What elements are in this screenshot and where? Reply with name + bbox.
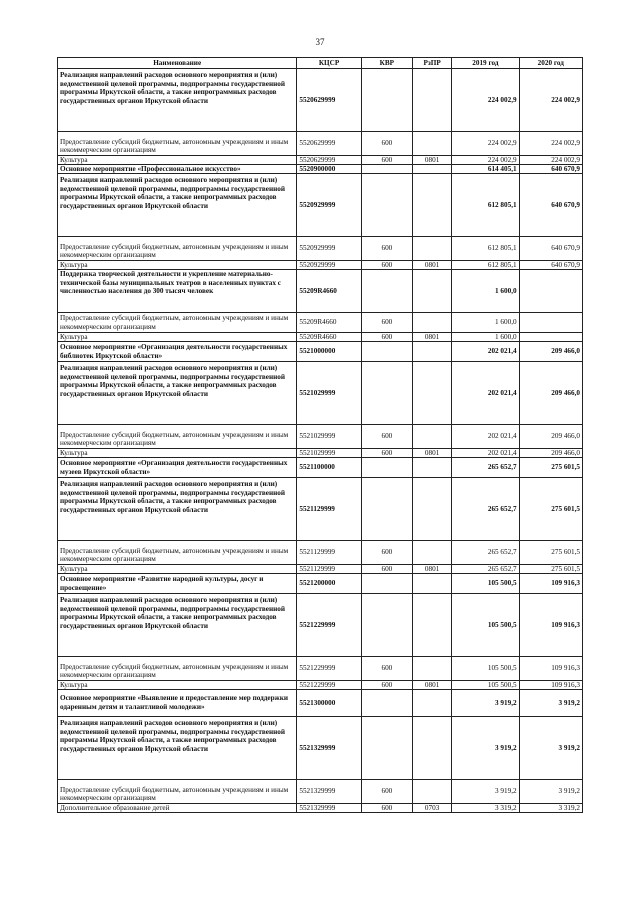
row-rzpr (413, 270, 452, 313)
row-kcsr: 5521000000 (297, 342, 361, 362)
row-kcsr: 55209R4660 (297, 313, 361, 333)
row-name: Реализация направлений расходов основного мероприятия и (или) ведомственной целевой программы, подпрограммы государственной программы Иркутской области, а также непрограммных расходов государственных органов Иркутской области (58, 69, 297, 132)
row-kcsr: 55209R4660 (297, 270, 361, 313)
row-name: Предоставление субсидий бюджетным, автономным учреждениям и иным некоммерческим организациям (58, 780, 297, 804)
table-row (58, 681, 583, 690)
table-row (58, 132, 583, 156)
row-rzpr (413, 425, 452, 449)
row-rzpr: 0801 (413, 333, 452, 342)
row-name: Культура (58, 449, 297, 458)
row-2020 (519, 313, 582, 333)
row-rzpr (413, 313, 452, 333)
row-2019: 105 500,5 (452, 681, 519, 690)
row-2020: 3 319,2 (519, 804, 582, 813)
row-2019: 265 652,7 (452, 458, 519, 478)
table-row (58, 237, 583, 261)
row-rzpr: 0801 (413, 565, 452, 574)
row-kvr: 600 (361, 780, 412, 804)
row-2020: 209 466,0 (519, 449, 582, 458)
row-2020: 109 916,3 (519, 594, 582, 657)
row-name: Культура (58, 681, 297, 690)
row-rzpr (413, 657, 452, 681)
row-name: Предоставление субсидий бюджетным, автономным учреждениям и иным некоммерческим организациям (58, 313, 297, 333)
row-2020: 224 002,9 (519, 132, 582, 156)
row-kcsr: 5521329999 (297, 780, 361, 804)
row-2019: 105 500,5 (452, 594, 519, 657)
row-rzpr (413, 780, 452, 804)
table-header-row (58, 58, 583, 69)
table-row (58, 69, 583, 132)
row-name: Культура (58, 565, 297, 574)
row-kcsr: 5521200000 (297, 574, 361, 594)
row-2020 (519, 270, 582, 313)
row-rzpr (413, 69, 452, 132)
row-name: Основное мероприятие «Выявление и предоставление мер поддержки одаренным детям и талантливой молодежи» (58, 690, 297, 717)
row-2020: 3 919,2 (519, 690, 582, 717)
table-row (58, 594, 583, 657)
row-kvr (361, 717, 412, 780)
table-row (58, 270, 583, 313)
table-row (58, 174, 583, 237)
row-2020: 640 670,9 (519, 237, 582, 261)
row-kvr (361, 270, 412, 313)
row-kvr: 600 (361, 156, 412, 165)
row-kcsr: 5521029999 (297, 449, 361, 458)
row-2019: 3 919,2 (452, 690, 519, 717)
row-kcsr: 5521129999 (297, 541, 361, 565)
row-kvr: 600 (361, 681, 412, 690)
row-rzpr (413, 165, 452, 174)
row-rzpr: 0703 (413, 804, 452, 813)
row-rzpr (413, 594, 452, 657)
row-rzpr (413, 362, 452, 425)
table-row (58, 804, 583, 813)
row-2020: 109 916,3 (519, 574, 582, 594)
row-kcsr: 5521129999 (297, 478, 361, 541)
page-number: 37 (315, 37, 325, 47)
row-2020: 209 466,0 (519, 425, 582, 449)
row-name: Основное мероприятие «Профессиональное искусство» (58, 165, 297, 174)
row-name: Предоставление субсидий бюджетным, автономным учреждениям и иным некоммерческим организациям (58, 237, 297, 261)
row-kvr (361, 69, 412, 132)
row-rzpr: 0801 (413, 156, 452, 165)
column-header-rzpr: РзПР (413, 58, 452, 69)
row-2019: 202 021,4 (452, 449, 519, 458)
row-2020: 640 670,9 (519, 261, 582, 270)
row-2019: 202 021,4 (452, 342, 519, 362)
row-kvr (361, 478, 412, 541)
table-row (58, 449, 583, 458)
row-name: Предоставление субсидий бюджетным, автономным учреждениям и иным некоммерческим организациям (58, 657, 297, 681)
row-2019: 1 600,0 (452, 270, 519, 313)
row-rzpr (413, 690, 452, 717)
row-kcsr: 5520629999 (297, 69, 361, 132)
row-rzpr (413, 574, 452, 594)
row-kcsr: 5520629999 (297, 156, 361, 165)
row-2019: 612 805,1 (452, 261, 519, 270)
row-name: Реализация направлений расходов основного мероприятия и (или) ведомственной целевой программы, подпрограммы государственной программы Иркутской области, а также непрограммных расходов государственных органов Иркутской области (58, 174, 297, 237)
row-name: Дополнительное образование детей (58, 804, 297, 813)
row-2019: 1 600,0 (452, 333, 519, 342)
budget-table (57, 57, 583, 813)
row-name: Предоставление субсидий бюджетным, автономным учреждениям и иным некоммерческим организациям (58, 541, 297, 565)
row-2020: 275 601,5 (519, 541, 582, 565)
row-2020: 3 919,2 (519, 717, 582, 780)
row-2019: 105 500,5 (452, 574, 519, 594)
row-name: Культура (58, 333, 297, 342)
table-row (58, 541, 583, 565)
row-name: Культура (58, 156, 297, 165)
row-kcsr: 5520929999 (297, 261, 361, 270)
row-2020: 209 466,0 (519, 342, 582, 362)
row-kcsr: 5521329999 (297, 804, 361, 813)
row-kvr: 600 (361, 237, 412, 261)
row-kvr (361, 165, 412, 174)
row-kcsr: 5521029999 (297, 425, 361, 449)
row-kvr (361, 594, 412, 657)
row-kcsr: 5521300000 (297, 690, 361, 717)
row-kvr: 600 (361, 333, 412, 342)
row-2019: 612 805,1 (452, 174, 519, 237)
row-kcsr: 5520929999 (297, 174, 361, 237)
row-2019: 224 002,9 (452, 156, 519, 165)
row-2019: 265 652,7 (452, 541, 519, 565)
row-2019: 224 002,9 (452, 69, 519, 132)
row-name: Поддержка творческой деятельности и укрепление материально-технической базы муниципальных театров в населенных пунктах с численностью населения до 300 тысяч человек (58, 270, 297, 313)
row-kvr: 600 (361, 804, 412, 813)
row-2020: 3 919,2 (519, 780, 582, 804)
row-2020 (519, 333, 582, 342)
row-2019: 1 600,0 (452, 313, 519, 333)
row-rzpr: 0801 (413, 449, 452, 458)
table-row (58, 780, 583, 804)
row-kcsr: 5521229999 (297, 594, 361, 657)
row-kvr (361, 690, 412, 717)
row-name: Реализация направлений расходов основного мероприятия и (или) ведомственной целевой программы, подпрограммы государственной программы Иркутской области, а также непрограммных расходов государственных органов Иркутской области (58, 478, 297, 541)
table-row (58, 717, 583, 780)
row-kcsr: 5521129999 (297, 565, 361, 574)
column-header-kvr: КВР (361, 58, 412, 69)
row-2020: 275 601,5 (519, 478, 582, 541)
row-2020: 640 670,9 (519, 165, 582, 174)
column-header-2019: 2019 год (452, 58, 519, 69)
row-kvr: 600 (361, 313, 412, 333)
row-kcsr: 5521229999 (297, 657, 361, 681)
row-kvr (361, 362, 412, 425)
row-rzpr (413, 541, 452, 565)
row-2019: 265 652,7 (452, 478, 519, 541)
row-rzpr (413, 478, 452, 541)
row-rzpr (413, 132, 452, 156)
row-rzpr (413, 717, 452, 780)
row-kvr: 600 (361, 657, 412, 681)
row-kvr: 600 (361, 261, 412, 270)
table-row (58, 425, 583, 449)
table-row (58, 261, 583, 270)
table-row (58, 342, 583, 362)
row-2020: 109 916,3 (519, 681, 582, 690)
table-row (58, 333, 583, 342)
row-2019: 3 919,2 (452, 717, 519, 780)
row-name: Основное мероприятие «Развитие народной культуры, досуг и просвещение» (58, 574, 297, 594)
row-name: Основное мероприятие «Организация деятельности государственных музеев Иркутской области» (58, 458, 297, 478)
row-kvr (361, 174, 412, 237)
row-kvr: 600 (361, 541, 412, 565)
row-2020: 224 002,9 (519, 69, 582, 132)
table-row (58, 156, 583, 165)
row-kvr: 600 (361, 132, 412, 156)
row-rzpr: 0801 (413, 261, 452, 270)
row-2020: 275 601,5 (519, 458, 582, 478)
table-row (58, 362, 583, 425)
row-2019: 265 652,7 (452, 565, 519, 574)
row-kcsr: 5521100000 (297, 458, 361, 478)
row-2020: 109 916,3 (519, 657, 582, 681)
table-row (58, 458, 583, 478)
row-kvr: 600 (361, 449, 412, 458)
table-row (58, 565, 583, 574)
table-row (58, 165, 583, 174)
row-rzpr (413, 174, 452, 237)
row-name: Основное мероприятие «Организация деятельности государственных библиотек Иркутской области» (58, 342, 297, 362)
row-2019: 612 805,1 (452, 237, 519, 261)
row-2020: 640 670,9 (519, 174, 582, 237)
row-name: Реализация направлений расходов основного мероприятия и (или) ведомственной целевой программы, подпрограммы государственной программы Иркутской области, а также непрограммных расходов государственных органов Иркутской области (58, 594, 297, 657)
row-kvr: 600 (361, 565, 412, 574)
column-header-name: Наименование (58, 58, 297, 69)
table-row (58, 574, 583, 594)
row-kvr (361, 342, 412, 362)
row-rzpr (413, 237, 452, 261)
table-row (58, 313, 583, 333)
row-2019: 202 021,4 (452, 362, 519, 425)
row-kcsr: 5520900000 (297, 165, 361, 174)
row-2019: 614 405,1 (452, 165, 519, 174)
column-header-2020: 2020 год (519, 58, 582, 69)
row-2020: 209 466,0 (519, 362, 582, 425)
row-2019: 105 500,5 (452, 657, 519, 681)
row-2020: 275 601,5 (519, 565, 582, 574)
row-2019: 3 919,2 (452, 780, 519, 804)
row-rzpr (413, 342, 452, 362)
table-row (58, 657, 583, 681)
row-name: Реализация направлений расходов основного мероприятия и (или) ведомственной целевой программы, подпрограммы государственной программы Иркутской области, а также непрограммных расходов государственных органов Иркутской области (58, 362, 297, 425)
row-rzpr: 0801 (413, 681, 452, 690)
row-kvr: 600 (361, 425, 412, 449)
row-name: Культура (58, 261, 297, 270)
row-name: Предоставление субсидий бюджетным, автономным учреждениям и иным некоммерческим организациям (58, 132, 297, 156)
row-kcsr: 5521329999 (297, 717, 361, 780)
row-kcsr: 5521229999 (297, 681, 361, 690)
row-kcsr: 55209R4660 (297, 333, 361, 342)
row-2019: 224 002,9 (452, 132, 519, 156)
row-2019: 3 319,2 (452, 804, 519, 813)
row-kcsr: 5520929999 (297, 237, 361, 261)
row-kcsr: 5521029999 (297, 362, 361, 425)
row-kvr (361, 458, 412, 478)
row-name: Предоставление субсидий бюджетным, автономным учреждениям и иным некоммерческим организациям (58, 425, 297, 449)
table-row (58, 690, 583, 717)
column-header-kcsr: КЦСР (297, 58, 361, 69)
row-2020: 224 002,9 (519, 156, 582, 165)
row-2019: 202 021,4 (452, 425, 519, 449)
row-rzpr (413, 458, 452, 478)
row-kvr (361, 574, 412, 594)
row-name: Реализация направлений расходов основного мероприятия и (или) ведомственной целевой программы, подпрограммы государственной программы Иркутской области, а также непрограммных расходов государственных органов Иркутской области (58, 717, 297, 780)
table-row (58, 478, 583, 541)
row-kcsr: 5520629999 (297, 132, 361, 156)
